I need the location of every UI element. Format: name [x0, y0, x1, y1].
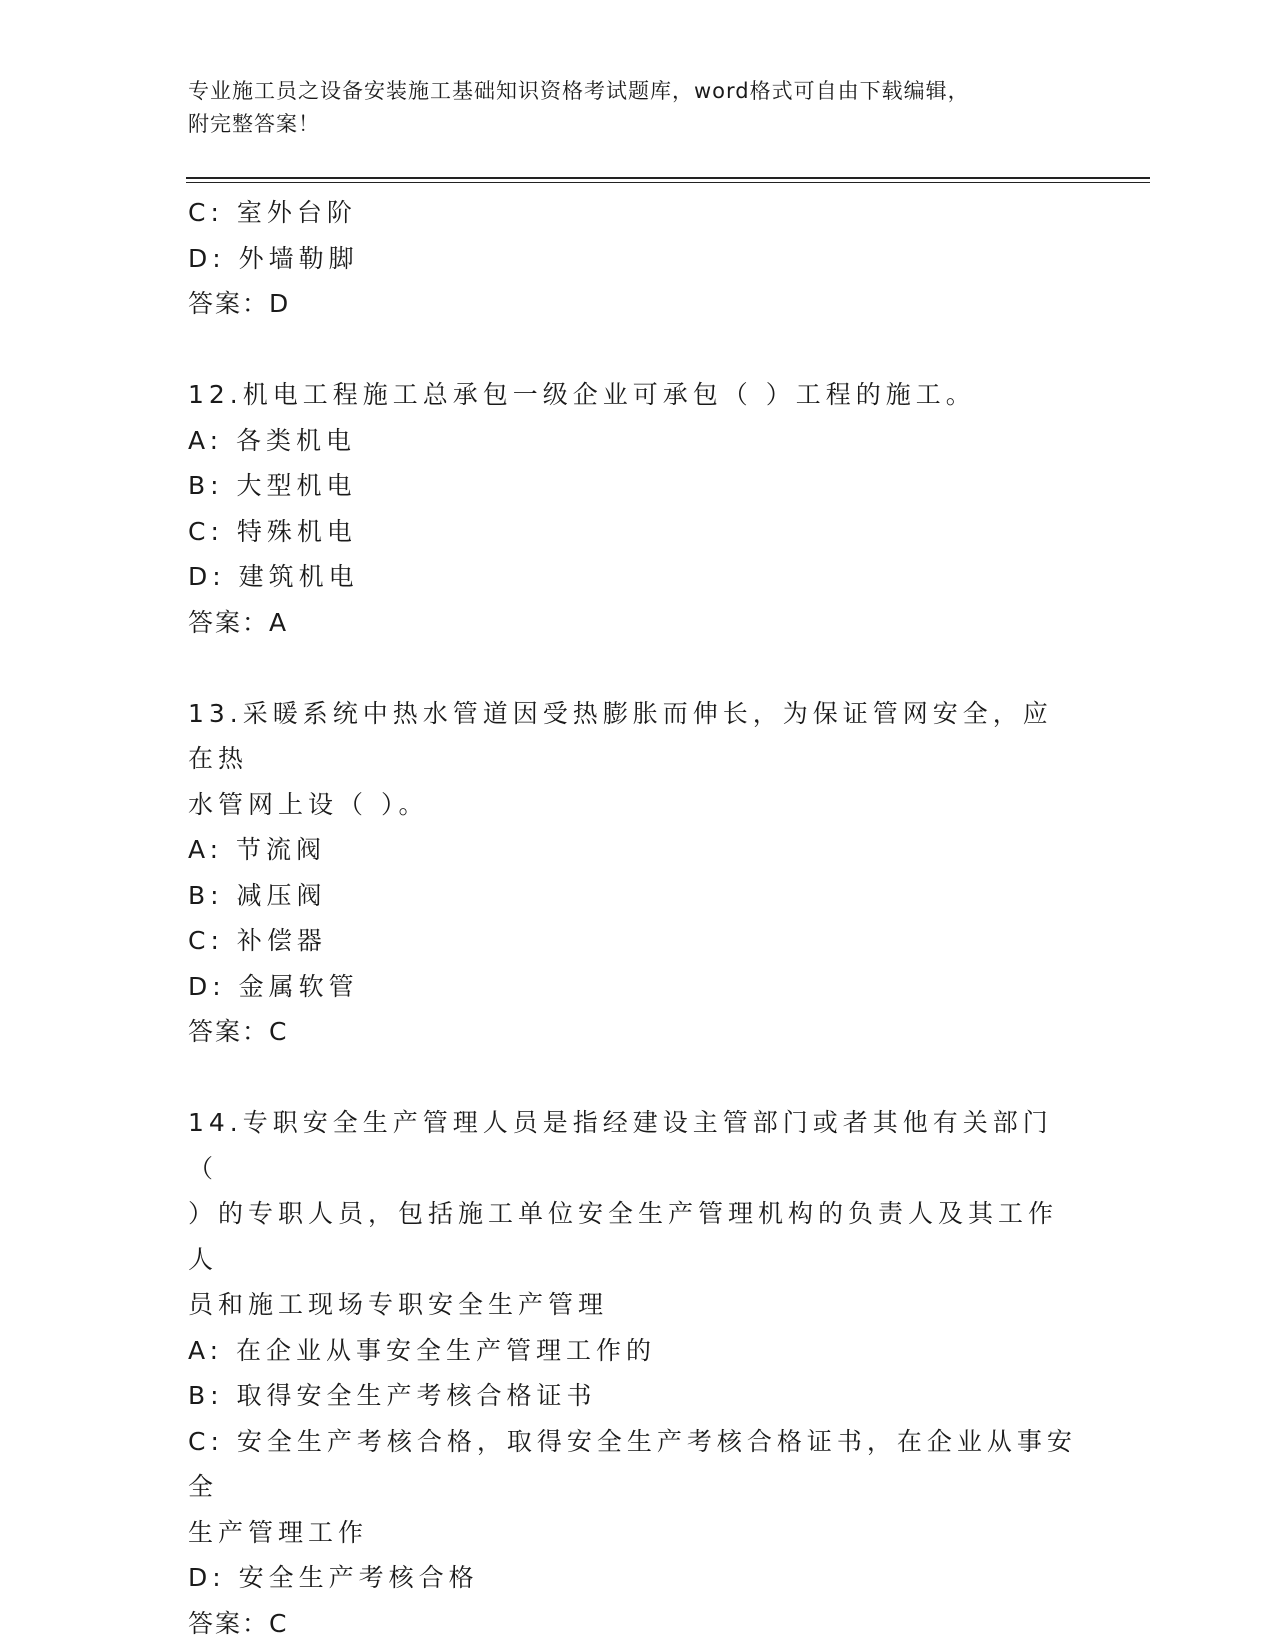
header-divider-thin [186, 182, 1150, 183]
option-c-continued: 生产管理工作 [188, 1517, 369, 1547]
answer-value: C [269, 1608, 289, 1638]
header-divider-thick [186, 177, 1150, 179]
option-a: A: 各类机电 [188, 425, 357, 455]
header-line-1: 专业施工员之设备安装施工基础知识资格考试题库，word格式可自由下载编辑， [188, 79, 970, 103]
answer-label: 答案： [188, 607, 270, 637]
answer-line [188, 1601, 1078, 1647]
answer-line [188, 1009, 1078, 1055]
option-c: C: 安全生产考核合格，取得安全生产考核合格证书，在企业从事安全 [188, 1426, 1077, 1501]
option-a: A: 节流阀 [188, 835, 327, 864]
question-14 [188, 1100, 1078, 1646]
partial-question [188, 190, 1078, 327]
question-text: 12.机电工程施工总承包一级企业可承包（ ）工程的施工。 [188, 380, 976, 409]
question-text-line-1: 14.专职安全生产管理人员是指经建设主管部门或者其他有关部门（ [188, 1108, 1053, 1183]
option-d: D: 安全生产考核合格 [188, 1563, 479, 1592]
document-header [188, 75, 1088, 141]
option-b: B: 取得安全生产考核合格证书 [188, 1381, 597, 1410]
answer-value: C [269, 1017, 289, 1046]
option-d: D: 外墙勒脚 [188, 243, 359, 273]
answer-value: D [269, 289, 291, 318]
question-13 [188, 691, 1078, 1055]
option-c: C: 补偿器 [188, 926, 327, 955]
option-c: C: 室外台阶 [188, 198, 357, 227]
header-line-2: 附完整答案！ [188, 112, 320, 136]
option-b: B: 大型机电 [188, 471, 357, 500]
answer-label: 答案： [188, 1017, 270, 1046]
answer-label: 答案： [188, 289, 270, 318]
option-c: C: 特殊机电 [188, 516, 357, 546]
answer-label: 答案： [188, 1608, 270, 1638]
question-text-line-2: 水管网上设（ ）。 [188, 789, 429, 819]
answer-line [188, 281, 1078, 327]
question-12 [188, 372, 1078, 645]
question-content [188, 190, 1078, 1646]
option-a: A: 在企业从事安全生产管理工作的 [188, 1335, 657, 1365]
option-b: B: 减压阀 [188, 880, 327, 910]
answer-line [188, 600, 1078, 646]
answer-value: A [269, 607, 289, 637]
question-text-line-2: ）的专职人员，包括施工单位安全生产管理机构的负责人及其工作人 [188, 1199, 1059, 1274]
option-d: D: 建筑机电 [188, 562, 359, 591]
question-text-line-3: 员和施工现场专职安全生产管理 [188, 1290, 609, 1319]
option-d: D: 金属软管 [188, 971, 359, 1001]
question-text-line-1: 13.采暖系统中热水管道因受热膨胀而伸长，为保证管网安全，应在热 [188, 698, 1053, 773]
